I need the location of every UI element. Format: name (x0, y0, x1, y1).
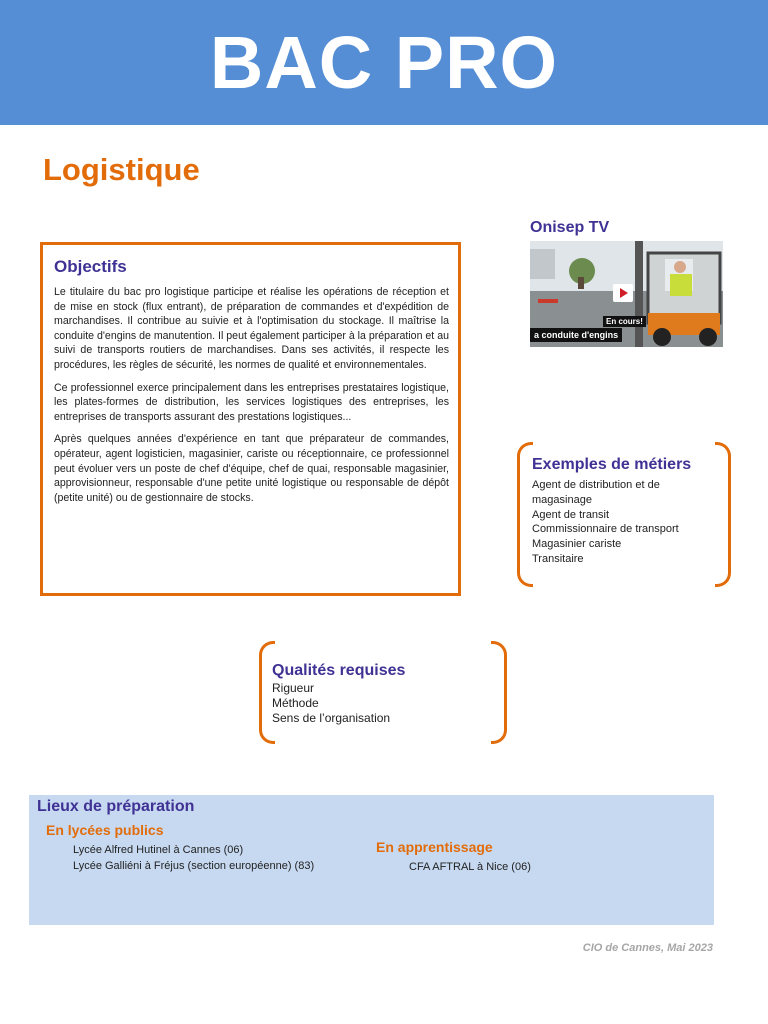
lieux-title: Lieux de préparation (37, 798, 195, 815)
page-title: BAC PRO (209, 21, 559, 104)
onisep-tv-title: Onisep TV (530, 219, 610, 236)
list-item: CFA AFTRAL à Nice (06) (409, 861, 531, 873)
objectifs-title: Objectifs (54, 257, 127, 276)
qualites-title: Qualités requises (272, 662, 406, 679)
list-item: Transitaire (532, 552, 584, 565)
lycees-title: En lycées publics (46, 822, 164, 838)
apprentissage-list (409, 859, 531, 875)
video-badge: En cours! (603, 316, 646, 327)
header-banner (0, 0, 768, 125)
objectifs-text (54, 285, 449, 513)
qualites-bracket-right (491, 641, 507, 744)
metiers-list (532, 478, 712, 567)
list-item: Commissionnaire de transport (532, 523, 679, 536)
list-item: Méthode (272, 696, 319, 710)
list-item: Magasinier cariste (532, 538, 622, 551)
play-icon[interactable] (613, 284, 633, 302)
video-caption: a conduite d'engins (530, 328, 622, 342)
qualites-list (272, 681, 390, 726)
objectifs-paragraph: Ce professionnel exerce principalement dans les entreprises prestataires logistique, les plates-formes de distribution, les services logistiques des entreprises, les entreprises de transports assurant des prestations logistiques... (54, 381, 449, 423)
list-item: Agent de transit (532, 508, 610, 521)
list-item: Sens de l’organisation (272, 711, 391, 725)
metiers-bracket-left (517, 442, 533, 587)
list-item: Rigueur (272, 681, 315, 695)
list-item: Lycée Galliéni à Fréjus (section européenne) (83) (73, 860, 315, 872)
onisep-video-thumbnail[interactable] (530, 241, 723, 347)
lieux-panel (29, 795, 714, 925)
objectifs-paragraph: Le titulaire du bac pro logistique participe et réalise les opérations de réception et de mise en stock (flux entrant), de préparation de commandes et d'expédition de marchandises. Il contribue au suivie et à l'optimisation du stockage. Il maîtrise la conduite d'engins de manutention. Il peut également participer à la préparation et au suivi de transports routiers de marchandises. Dans ses activités, il respecte les procédures, les règles de sécurité, les normes de qualité et environnementales. (54, 286, 449, 371)
subtitle: Logistique (43, 152, 200, 187)
footer-credit: CIO de Cannes, Mai 2023 (582, 942, 713, 954)
apprentissage-title: En apprentissage (376, 839, 493, 855)
list-item: Lycée Alfred Hutinel à Cannes (06) (73, 844, 244, 856)
metiers-bracket-right (715, 442, 731, 587)
lycees-list (73, 842, 314, 874)
list-item: Agent de distribution et de magasinage (532, 479, 660, 506)
objectifs-box (40, 242, 461, 596)
objectifs-paragraph: Après quelques années d'expérience en tant que préparateur de commandes, opérateur, agent logisticien, magasinier, cariste ou réceptionnaire, ce professionnel peut évoluer vers un poste de chef d'équipe, chef de quai, responsable magasinier, approvisionneur, responsable d'une petite unité logistique ou responsable de dépôt (petite unité) ou de gestionnaire de stocks. (54, 433, 449, 504)
metiers-title: Exemples de métiers (532, 456, 692, 473)
